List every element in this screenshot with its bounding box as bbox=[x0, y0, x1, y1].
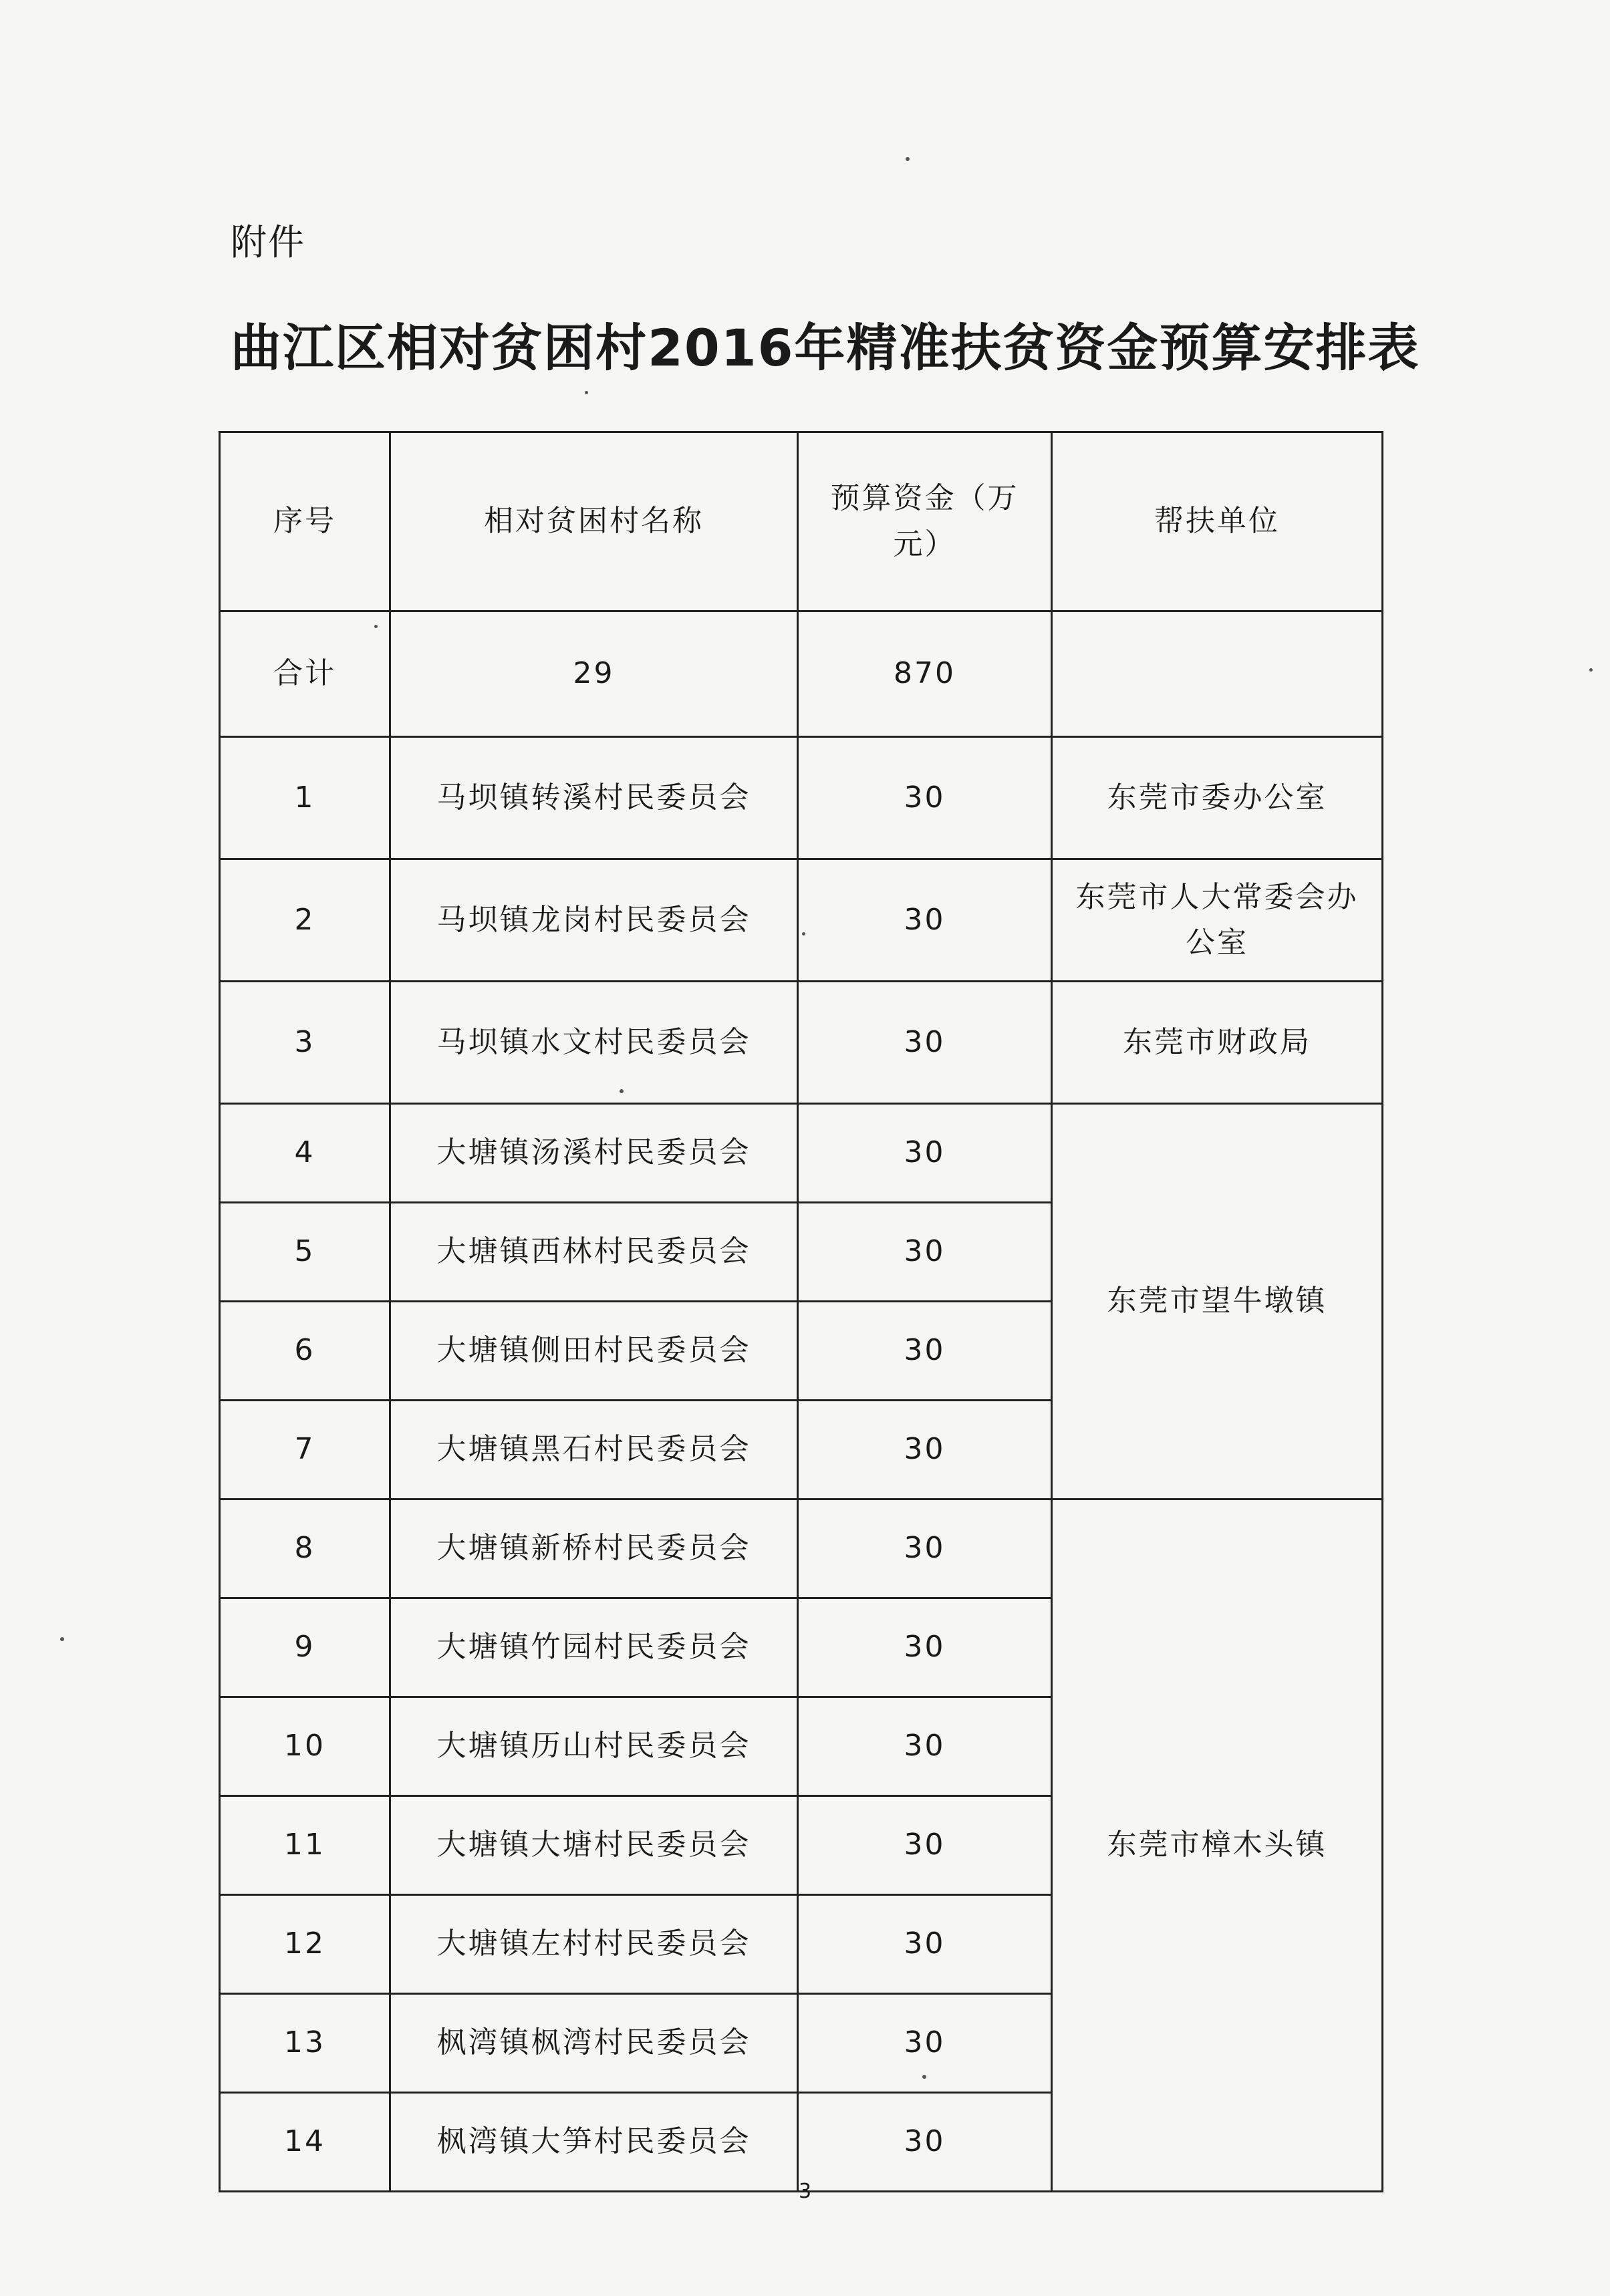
scan-speck bbox=[922, 2075, 926, 2079]
row-village: 马坝镇龙岗村民委员会 bbox=[390, 859, 798, 982]
total-row bbox=[220, 611, 1383, 737]
header-village: 相对贫困村名称 bbox=[390, 432, 798, 611]
row-village: 大塘镇左村村民委员会 bbox=[390, 1895, 798, 1994]
scan-speck bbox=[60, 1637, 64, 1641]
table-row bbox=[220, 1499, 1383, 1598]
row-seq: 2 bbox=[220, 859, 390, 982]
row-village: 大塘镇侧田村民委员会 bbox=[390, 1302, 798, 1401]
row-budget: 30 bbox=[798, 1697, 1052, 1796]
scan-speck bbox=[374, 625, 378, 628]
table-row bbox=[220, 859, 1383, 982]
scan-speck bbox=[906, 157, 910, 161]
row-village: 大塘镇新桥村民委员会 bbox=[390, 1499, 798, 1598]
scan-speck bbox=[802, 932, 805, 936]
table-row bbox=[220, 1104, 1383, 1203]
row-budget: 30 bbox=[798, 1796, 1052, 1895]
row-village: 大塘镇历山村民委员会 bbox=[390, 1697, 798, 1796]
header-seq: 序号 bbox=[220, 432, 390, 611]
row-budget: 30 bbox=[798, 1895, 1052, 1994]
row-budget: 30 bbox=[798, 1994, 1052, 2093]
table-row bbox=[220, 982, 1383, 1104]
row-budget: 30 bbox=[798, 859, 1052, 982]
page-number: 3 bbox=[798, 2180, 812, 2203]
row-budget: 30 bbox=[798, 737, 1052, 859]
header-helper: 帮扶单位 bbox=[1052, 432, 1383, 611]
row-village: 枫湾镇枫湾村民委员会 bbox=[390, 1994, 798, 2093]
row-budget: 30 bbox=[798, 982, 1052, 1104]
row-budget: 30 bbox=[798, 1104, 1052, 1203]
row-seq: 12 bbox=[220, 1895, 390, 1994]
total-villages: 29 bbox=[390, 611, 798, 737]
row-seq: 6 bbox=[220, 1302, 390, 1401]
row-village: 大塘镇西林村民委员会 bbox=[390, 1203, 798, 1302]
row-village: 大塘镇竹园村民委员会 bbox=[390, 1598, 798, 1697]
helper-unit: 东莞市委办公室 bbox=[1052, 737, 1383, 859]
scan-speck bbox=[585, 391, 588, 394]
row-village: 马坝镇转溪村民委员会 bbox=[390, 737, 798, 859]
attachment-label: 附件 bbox=[231, 221, 305, 263]
row-budget: 30 bbox=[798, 1302, 1052, 1401]
row-village: 大塘镇汤溪村民委员会 bbox=[390, 1104, 798, 1203]
row-budget: 30 bbox=[798, 1401, 1052, 1499]
row-village: 大塘镇黑石村民委员会 bbox=[390, 1401, 798, 1499]
row-seq: 10 bbox=[220, 1697, 390, 1796]
table-header-row bbox=[220, 432, 1383, 611]
row-village: 枫湾镇大笋村民委员会 bbox=[390, 2093, 798, 2192]
row-seq: 4 bbox=[220, 1104, 390, 1203]
row-seq: 7 bbox=[220, 1401, 390, 1499]
total-helper-empty bbox=[1052, 611, 1383, 737]
row-seq: 11 bbox=[220, 1796, 390, 1895]
row-seq: 1 bbox=[220, 737, 390, 859]
budget-table bbox=[219, 431, 1383, 2192]
total-budget: 870 bbox=[798, 611, 1052, 737]
scan-speck bbox=[1589, 668, 1593, 672]
row-budget: 30 bbox=[798, 1203, 1052, 1302]
helper-unit: 东莞市樟木头镇 bbox=[1052, 1499, 1383, 2192]
document-title: 曲江区相对贫困村2016年精准扶贫资金预算安排表 bbox=[231, 318, 1420, 378]
scan-speck bbox=[620, 1089, 624, 1093]
row-village: 大塘镇大塘村民委员会 bbox=[390, 1796, 798, 1895]
row-seq: 5 bbox=[220, 1203, 390, 1302]
row-seq: 13 bbox=[220, 1994, 390, 2093]
helper-unit: 东莞市望牛墩镇 bbox=[1052, 1104, 1383, 1499]
row-budget: 30 bbox=[798, 1499, 1052, 1598]
row-budget: 30 bbox=[798, 2093, 1052, 2192]
row-budget: 30 bbox=[798, 1598, 1052, 1697]
table-row bbox=[220, 737, 1383, 859]
row-seq: 3 bbox=[220, 982, 390, 1104]
row-seq: 9 bbox=[220, 1598, 390, 1697]
row-seq: 14 bbox=[220, 2093, 390, 2192]
helper-unit: 东莞市财政局 bbox=[1052, 982, 1383, 1104]
header-budget: 预算资金（万元） bbox=[798, 432, 1052, 611]
row-village: 马坝镇水文村民委员会 bbox=[390, 982, 798, 1104]
row-seq: 8 bbox=[220, 1499, 390, 1598]
helper-unit: 东莞市人大常委会办公室 bbox=[1052, 859, 1383, 982]
total-label: 合计 bbox=[220, 611, 390, 737]
